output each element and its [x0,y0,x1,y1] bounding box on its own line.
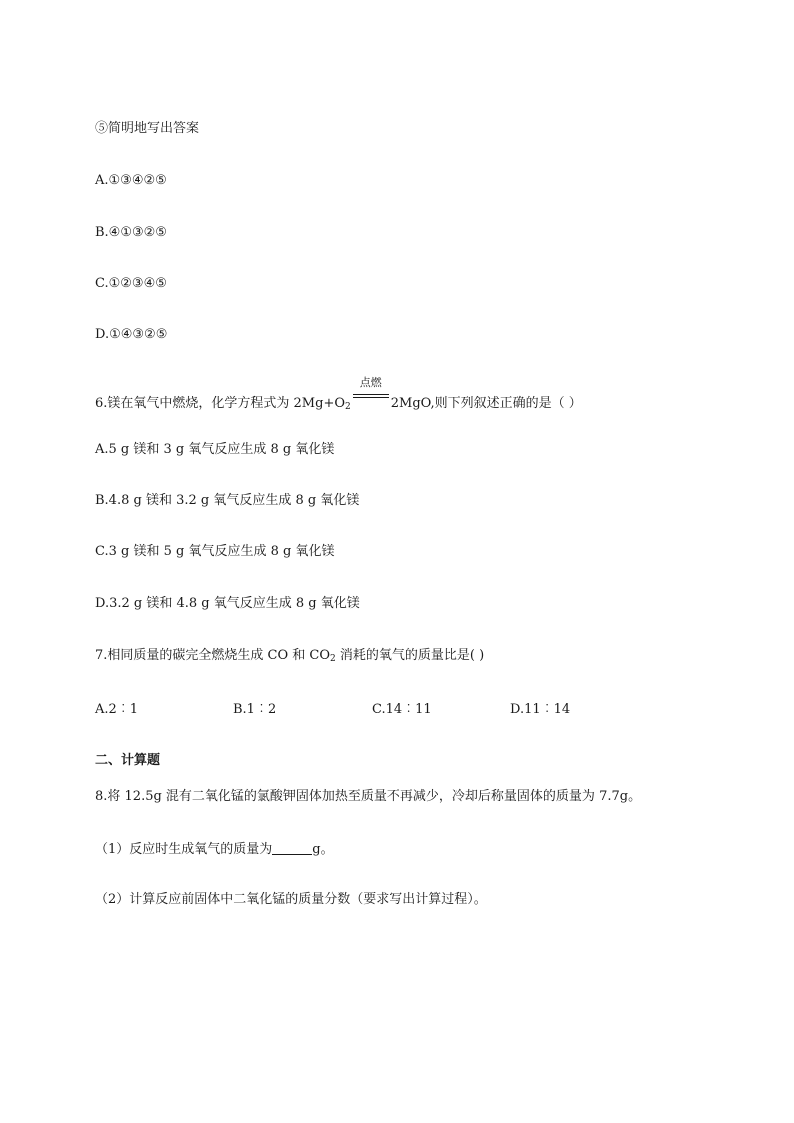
q7-option-d: D.11︰14 [510,702,571,717]
q8-sub2: （2）计算反应前固体中二氧化锰的质量分数（要求写出计算过程）。 [95,892,487,907]
q8-stem: 8.将 12.5g 混有二氧化锰的氯酸钾固体加热至质量不再减少，冷却后称量固体的质量为 7.7g。 [95,789,642,804]
q6-equation-bar-top [353,394,389,395]
q7-stem-after: 消耗的氧气的质量比是( ) [335,648,485,663]
q7-option-a: A.2︰1 [95,702,139,717]
answer-blank[interactable] [272,840,312,855]
q7-stem-before: 7.相同质量的碳完全燃烧生成 CO 和 CO [95,648,331,663]
q6-stem-after: 2MgO,则下列叙述正确的是（ ） [390,396,582,411]
q6-option-a: A.5 g 镁和 3 g 氧气反应生成 8 g 氧化镁 [95,442,335,457]
q6-option-c: C.3 g 镁和 5 g 氧气反应生成 8 g 氧化镁 [95,544,335,559]
q8-sub1-after: g。 [312,842,334,857]
q6-condition-text: 点燃 [359,376,382,389]
q6-stem-before: 6.镁在氧气中燃烧，化学方程式为 2Mg+O [95,396,345,411]
q6-stem [95,376,582,416]
q5-option-d: D.①④③②⑤ [95,327,168,342]
q7-option-c: C.14︰11 [372,702,432,717]
q6-option-b: B.4.8 g 镁和 3.2 g 氧气反应生成 8 g 氧化镁 [95,493,360,508]
q8-sub1-before: （1）反应时生成氧气的质量为 [95,842,273,857]
q6-reaction-condition [351,376,391,407]
q8-sub1 [95,840,334,859]
q7-co2-subscript: 2 [330,654,336,664]
q7-stem [95,647,484,668]
q6-equation-bar-bottom [353,397,389,398]
q6-o2-subscript: 2 [345,402,351,412]
q7-option-b: B.1︰2 [233,702,277,717]
q6-option-d: D.3.2 g 镁和 4.8 g 氧气反应生成 8 g 氧化镁 [95,596,360,611]
q5-option-b: B.④①③②⑤ [95,225,167,240]
section-heading: 二、计算题 [95,753,161,768]
q5-option-c: C.①②③④⑤ [95,276,167,291]
q5-item5: ⑤简明地写出答案 [95,121,200,136]
q5-option-a: A.①③④②⑤ [95,173,167,188]
